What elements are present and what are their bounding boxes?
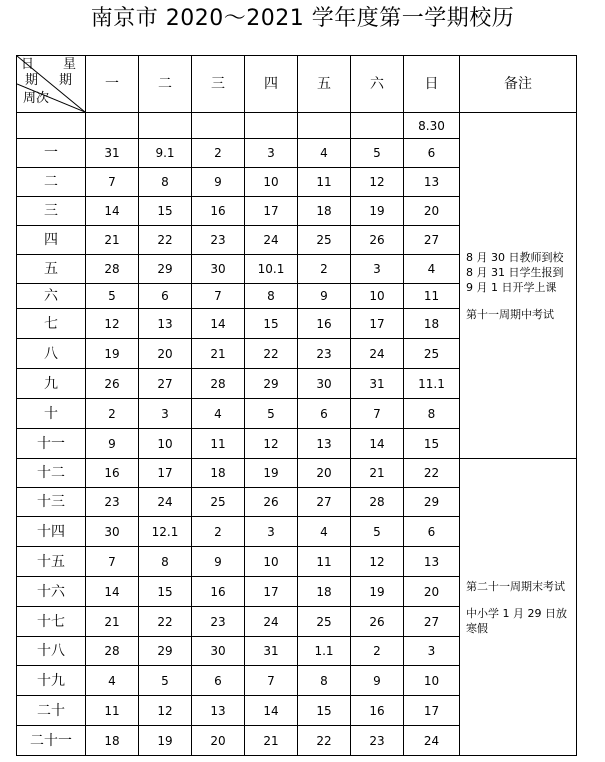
date-cell: 12 [139,696,192,726]
date-cell: 14 [192,309,245,339]
date-cell: 11 [298,547,351,577]
date-cell: 15 [404,429,460,459]
date-cell: 29 [139,255,192,284]
date-cell: 7 [86,547,139,577]
corner-label-zhouci: 周次 [23,91,50,106]
date-cell: 8 [298,666,351,696]
date-cell: 27 [298,488,351,517]
date-cell: 28 [86,637,139,666]
date-cell: 20 [192,726,245,756]
date-cell: 6 [404,139,460,168]
date-cell: 24 [139,488,192,517]
week-number-cell: 五 [17,255,86,284]
week-number-cell: 九 [17,369,86,399]
date-cell: 25 [298,226,351,255]
corner-label-qi-left: 期 [25,73,39,88]
date-cell: 19 [245,459,298,488]
date-cell: 30 [192,637,245,666]
date-cell: 17 [351,309,404,339]
week-number-cell: 四 [17,226,86,255]
week-number-cell: 八 [17,339,86,369]
date-cell: 21 [86,607,139,637]
corner-header-cell [17,56,86,113]
date-cell: 20 [404,197,460,226]
date-cell: 30 [298,369,351,399]
date-cell: 9 [86,429,139,459]
note-line: 8 月 30 日教师到校 [466,250,564,264]
date-cell: 28 [86,255,139,284]
date-cell: 10.1 [245,255,298,284]
date-cell: 25 [298,607,351,637]
notes-cell-first-half [460,113,577,459]
date-cell: 28 [351,488,404,517]
date-cell: 22 [139,607,192,637]
week-number-cell: 二十一 [17,726,86,756]
date-cell: 31 [351,369,404,399]
header-row [17,56,577,113]
date-cell: 5 [351,517,404,547]
date-cell: 27 [404,607,460,637]
date-cell: 25 [404,339,460,369]
date-cell: 3 [139,399,192,429]
date-cell: 5 [351,139,404,168]
date-cell: 4 [404,255,460,284]
date-cell: 13 [404,547,460,577]
school-calendar-table [16,55,577,756]
date-cell: 3 [404,637,460,666]
date-cell: 19 [351,577,404,607]
date-cell: 9 [351,666,404,696]
day-header: 三 [192,56,245,113]
day-header: 六 [351,56,404,113]
date-cell: 27 [139,369,192,399]
date-cell: 26 [245,488,298,517]
date-cell: 13 [298,429,351,459]
week-row [17,113,577,139]
date-cell: 7 [86,168,139,197]
date-cell: 24 [245,607,298,637]
week-number-cell: 十六 [17,577,86,607]
date-cell: 20 [298,459,351,488]
date-cell: 4 [86,666,139,696]
date-cell: 3 [245,139,298,168]
date-cell: 5 [245,399,298,429]
week-number-cell: 二 [17,168,86,197]
page-title: 南京市 2020～2021 学年度第一学期校历 [90,6,515,31]
date-cell: 14 [86,197,139,226]
date-cell: 14 [351,429,404,459]
date-cell: 8.30 [404,113,460,139]
date-cell: 21 [351,459,404,488]
day-header: 四 [245,56,298,113]
date-cell: 5 [86,284,139,309]
date-cell: 17 [139,459,192,488]
week-number-cell: 十五 [17,547,86,577]
date-cell: 11 [192,429,245,459]
notes-cell-second-half [460,459,577,756]
date-cell: 8 [245,284,298,309]
date-cell: 31 [86,139,139,168]
date-cell: 4 [298,139,351,168]
week-number-cell: 七 [17,309,86,339]
note-line: 8 月 31 日学生报到 [466,265,564,279]
day-header: 五 [298,56,351,113]
note-line: 第十一周期中考试 [466,307,554,321]
date-cell: 23 [298,339,351,369]
date-cell: 28 [192,369,245,399]
date-cell [192,113,245,139]
week-number-cell [17,113,86,139]
date-cell: 16 [192,197,245,226]
date-cell: 21 [192,339,245,369]
note-line: 9 月 1 日开学上课 [466,280,557,294]
date-cell: 21 [245,726,298,756]
date-cell: 4 [298,517,351,547]
date-cell: 31 [245,637,298,666]
date-cell [298,113,351,139]
date-cell: 27 [404,226,460,255]
date-cell: 4 [192,399,245,429]
date-cell: 12 [351,168,404,197]
date-cell [139,113,192,139]
date-cell: 15 [139,197,192,226]
date-cell: 20 [404,577,460,607]
date-cell: 30 [86,517,139,547]
date-cell: 16 [298,309,351,339]
week-number-cell: 十 [17,399,86,429]
date-cell: 23 [192,226,245,255]
date-cell: 24 [404,726,460,756]
date-cell: 16 [192,577,245,607]
date-cell: 26 [86,369,139,399]
week-row [17,459,577,488]
date-cell: 15 [245,309,298,339]
date-cell: 5 [139,666,192,696]
date-cell: 8 [139,168,192,197]
date-cell: 25 [192,488,245,517]
date-cell: 12.1 [139,517,192,547]
date-cell [86,113,139,139]
date-cell: 12 [245,429,298,459]
date-cell: 3 [245,517,298,547]
date-cell: 29 [245,369,298,399]
date-cell: 12 [351,547,404,577]
date-cell: 11 [404,284,460,309]
date-cell: 6 [139,284,192,309]
date-cell: 7 [351,399,404,429]
note-line: 第二十一周期末考试 [466,579,565,593]
day-header: 二 [139,56,192,113]
date-cell: 15 [139,577,192,607]
week-number-cell: 十七 [17,607,86,637]
date-cell: 7 [245,666,298,696]
date-cell: 14 [86,577,139,607]
date-cell: 29 [139,637,192,666]
date-cell: 26 [351,607,404,637]
date-cell: 22 [298,726,351,756]
corner-label-ri: 日 [21,57,35,72]
date-cell: 19 [139,726,192,756]
date-cell: 18 [86,726,139,756]
week-number-cell: 六 [17,284,86,309]
date-cell: 11 [86,696,139,726]
date-cell: 6 [192,666,245,696]
corner-label-xing: 星 [63,57,77,72]
week-number-cell: 十九 [17,666,86,696]
day-header: 一 [86,56,139,113]
date-cell: 16 [351,696,404,726]
date-cell: 10 [245,547,298,577]
week-number-cell: 十二 [17,459,86,488]
date-cell: 10 [351,284,404,309]
date-cell: 2 [86,399,139,429]
week-number-cell: 十四 [17,517,86,547]
date-cell: 13 [139,309,192,339]
date-cell: 24 [245,226,298,255]
date-cell: 1.1 [298,637,351,666]
corner-label-qi-right: 期 [59,73,73,88]
date-cell: 11.1 [404,369,460,399]
date-cell: 21 [86,226,139,255]
date-cell: 2 [351,637,404,666]
date-cell [245,113,298,139]
date-cell: 18 [298,577,351,607]
date-cell: 17 [404,696,460,726]
week-number-cell: 三 [17,197,86,226]
date-cell: 13 [192,696,245,726]
date-cell: 20 [139,339,192,369]
date-cell: 22 [139,226,192,255]
date-cell: 18 [192,459,245,488]
date-cell: 17 [245,197,298,226]
date-cell: 2 [192,517,245,547]
date-cell: 18 [298,197,351,226]
date-cell: 9 [192,547,245,577]
date-cell: 15 [298,696,351,726]
date-cell: 23 [351,726,404,756]
week-number-cell: 二十 [17,696,86,726]
date-cell: 30 [192,255,245,284]
date-cell: 14 [245,696,298,726]
date-cell: 3 [351,255,404,284]
date-cell: 19 [351,197,404,226]
date-cell: 9 [298,284,351,309]
date-cell: 12 [86,309,139,339]
date-cell: 22 [404,459,460,488]
date-cell: 10 [245,168,298,197]
note-line: 中小学 1 月 29 日放寒假 [466,606,567,635]
notes-header: 备注 [460,56,577,113]
date-cell: 23 [86,488,139,517]
date-cell: 10 [139,429,192,459]
date-cell: 29 [404,488,460,517]
date-cell: 8 [139,547,192,577]
date-cell: 22 [245,339,298,369]
date-cell: 9 [192,168,245,197]
date-cell: 9.1 [139,139,192,168]
date-cell: 19 [86,339,139,369]
date-cell: 18 [404,309,460,339]
date-cell: 2 [192,139,245,168]
date-cell: 10 [404,666,460,696]
week-number-cell: 十三 [17,488,86,517]
day-header: 日 [404,56,460,113]
date-cell: 23 [192,607,245,637]
week-number-cell: 一 [17,139,86,168]
date-cell: 6 [298,399,351,429]
date-cell: 16 [86,459,139,488]
date-cell: 24 [351,339,404,369]
week-number-cell: 十八 [17,637,86,666]
date-cell: 26 [351,226,404,255]
date-cell: 13 [404,168,460,197]
date-cell: 8 [404,399,460,429]
date-cell: 2 [298,255,351,284]
date-cell: 11 [298,168,351,197]
week-number-cell: 十一 [17,429,86,459]
date-cell: 6 [404,517,460,547]
date-cell: 7 [192,284,245,309]
date-cell [351,113,404,139]
date-cell: 17 [245,577,298,607]
